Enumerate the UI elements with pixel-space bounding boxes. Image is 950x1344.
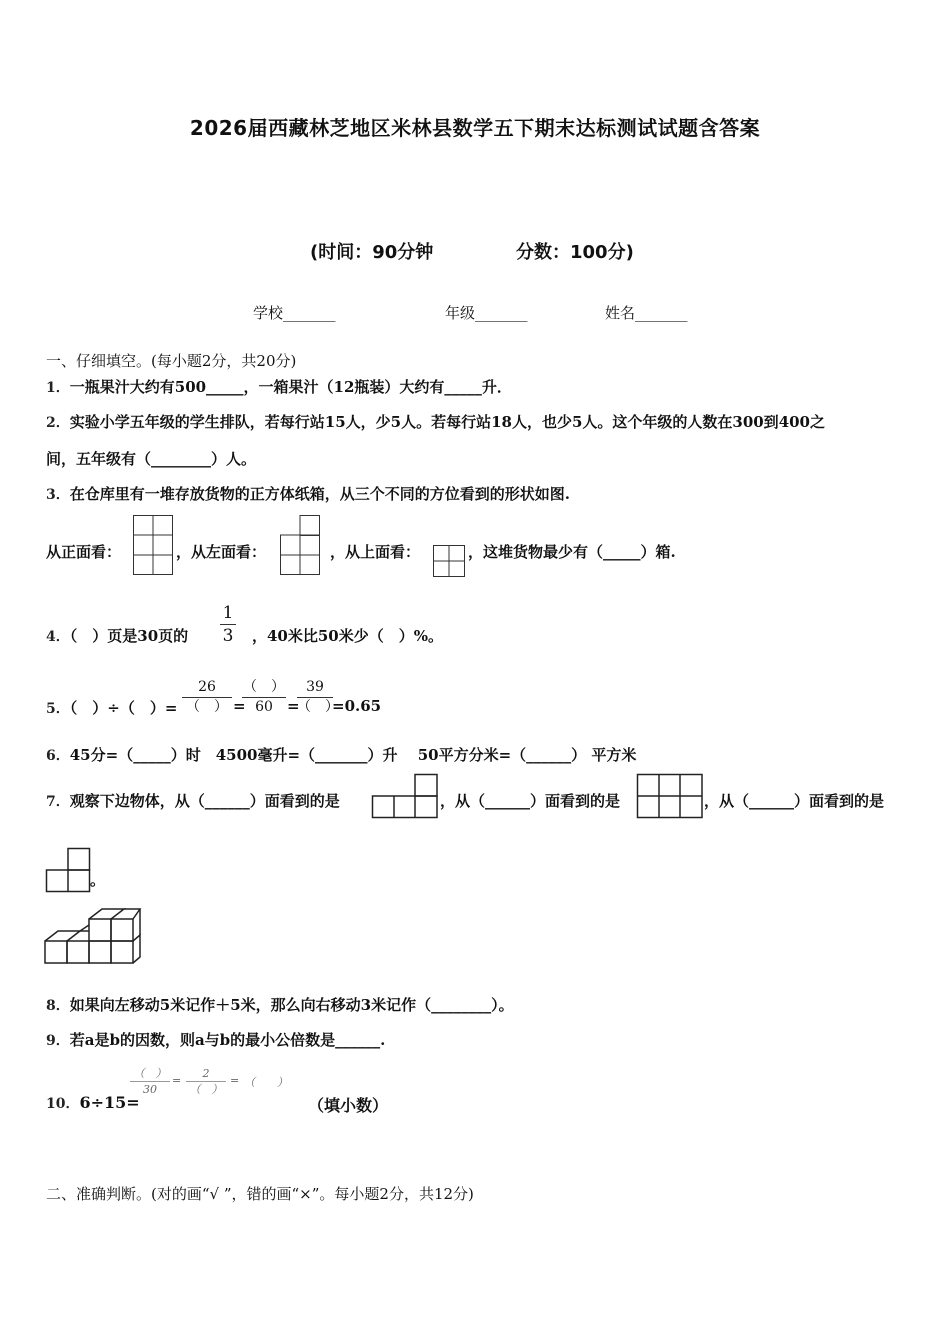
equals-sign: = [233,697,246,715]
view-figure-3 [46,848,90,892]
question-number: 9． [46,1033,70,1049]
question-text: 一瓶果汁大约有500_____，一箱果汁（12瓶装）大约有_____升． [69,378,512,396]
question-text: 如果向左移动5米记作＋5米，那么向右移动3米记作（________）。 [69,996,514,1014]
section-heading: 二、准确判断。(对的画“√ ”，错的画“×”。每小题2分，共12分) [46,1185,474,1203]
question-10-lead [46,1093,140,1113]
fraction-denominator: （ ） [186,699,228,715]
question-7-end: 。 [90,871,106,889]
equals-sign: = [287,697,300,715]
question-text: （ ）÷（ ）= [69,699,178,717]
question-5-lead [46,697,177,718]
faint-blank: （ ） [244,1076,288,1089]
question-number: 7． [46,794,70,810]
question-10-note: （填小数） [308,1096,389,1115]
fraction-denominator: 60 [255,699,273,715]
fraction-one-third [220,602,236,647]
cube-stack-figure [44,905,140,965]
question-4-part-2: ，40米比50米少（ ）%。 [252,627,444,645]
question-text: 在仓库里有一堆存放货物的正方体纸箱，从三个不同的方位看到的形状如图. [69,485,570,503]
fraction-numerator: （ ） [130,1066,170,1082]
question-number: 2． [46,415,70,431]
fraction-denominator: （ ） [189,1083,223,1096]
question-number: 5． [46,701,70,717]
faint-fraction-2 [186,1066,226,1097]
question-text: 观察下边物体，从（______）面看到的是 [69,792,340,810]
question-3 [46,483,570,504]
q3-front-label: 从正面看： [46,543,122,561]
fraction-denominator: 30 [143,1083,157,1096]
question-number: 10． [46,1096,80,1112]
fraction-numerator: 1 [222,603,234,623]
faint-equals: = [230,1074,240,1087]
fraction-denominator: （ ） [297,699,339,715]
front-view-figure [133,515,173,575]
question-2-line-2: 间，五年级有（________）人。 [46,450,257,468]
section-heading: 一、仔细填空。(每小题2分，共20分) [46,352,297,370]
question-7-part-1 [46,790,340,811]
q3-top-label: ，从上面看： [330,543,421,561]
view-figure-2 [637,774,703,818]
question-4-part-1 [46,625,188,646]
fraction-3 [297,678,339,717]
fraction-denominator: 3 [220,624,236,647]
faint-fraction-1 [130,1066,170,1097]
score-label: 分数：100分) [516,242,634,263]
question-9 [46,1029,385,1050]
left-view-figure [280,515,320,575]
question-7-part-3: ，从（______）面看到的是 [704,792,885,810]
q3-left-label: ，从左面看： [176,543,267,561]
question-text: 若a是b的因数，则a与b的最小公倍数是______. [69,1031,386,1049]
question-text: 实验小学五年级的学生排队，若每行站15人，少5人。若每行站18人，也少5人。这个年级的人数在300到400之 [69,413,825,431]
question-number: 8． [46,998,70,1014]
q3-tail: ，这堆货物最少有（_____）箱. [468,543,676,561]
question-7-part-2: ，从（______）面看到的是 [440,792,621,810]
faint-equals: = [172,1074,182,1087]
question-6 [46,744,636,765]
question-number: 6． [46,748,70,764]
page-title: 2026届西藏林芝地区米林县数学五下期末达标测试试题含答案 [189,116,761,140]
view-figure-1 [372,774,438,818]
question-number: 4． [46,629,70,645]
time-label: (时间：90分钟 [310,242,434,263]
school-field: 学校_______ [253,304,336,322]
fraction-numerator: 26 [182,678,232,698]
question-2-line-1 [46,411,825,432]
fraction-numerator: 2 [186,1066,226,1082]
fraction-1 [182,678,232,717]
question-8 [46,994,514,1015]
top-view-figure [433,545,465,577]
grade-field: 年级_______ [445,304,528,322]
fraction-numerator: 39 [297,678,333,698]
question-text: 6÷15= [79,1093,140,1112]
fraction-2 [242,678,286,717]
question-text: 45分=（_____）时 4500毫升=（_______）升 50平方分米=（______） 平方米 [69,746,637,764]
question-number: 3． [46,487,70,503]
question-text: （ ）页是30页的 [69,627,189,645]
question-5-tail: =0.65 [332,697,382,715]
question-1 [46,376,512,397]
fraction-numerator: （ ） [242,678,286,698]
question-number: 1． [46,380,70,396]
name-field: 姓名_______ [605,304,688,322]
